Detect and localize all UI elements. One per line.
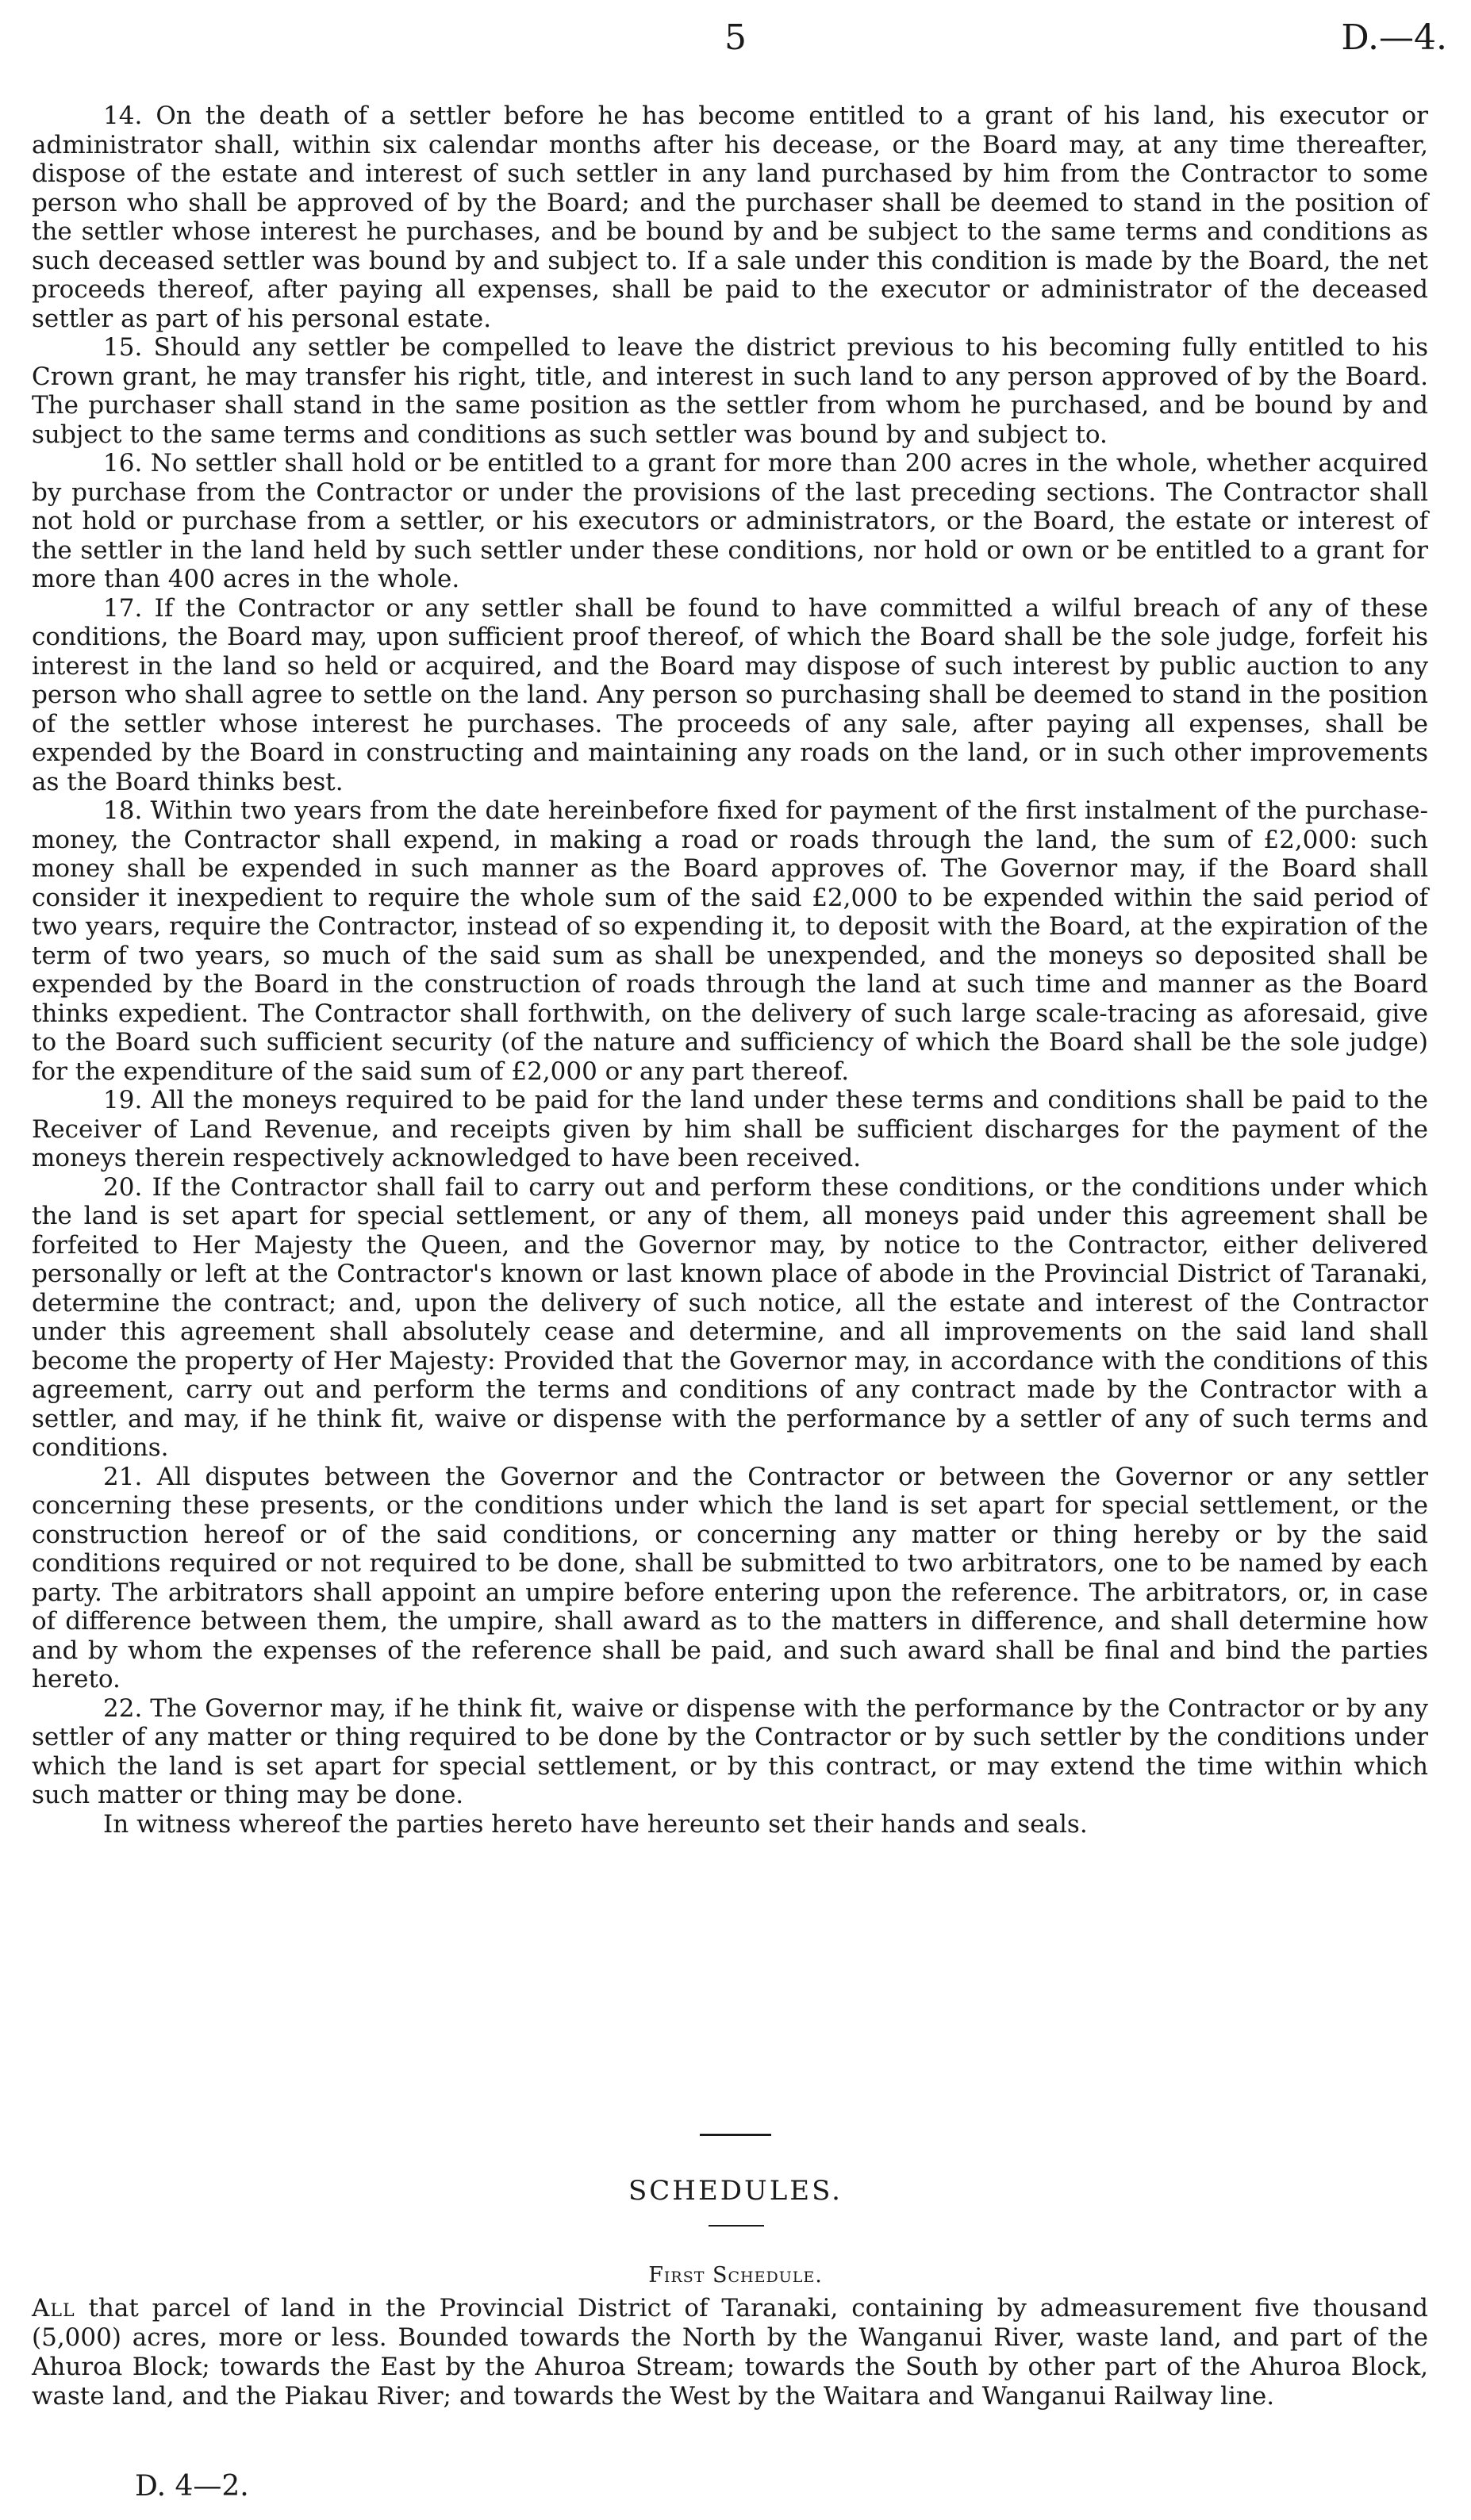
schedules-heading: SCHEDULES. — [628, 2175, 843, 2207]
body-text — [32, 102, 1428, 1839]
schedule-body: that parcel of land in the Provincial District of Taranaki, containing by admeasurement five thousand (5,000) acres, more or less. Bounded towards the North by the Wanganui River, waste land, and part of the Ahuroa Block; towards the East by the Ahuroa Stream; towards the South by other part of the Ahuroa Block, waste land, and the Piakau River; and towards the West by the Waitara and Wanganui Railway line. — [32, 2294, 1428, 2411]
page-number: 5 — [724, 17, 747, 58]
first-schedule-heading: First Schedule. — [648, 2263, 823, 2288]
first-schedule-paragraph — [32, 2294, 1428, 2411]
document-reference: D.—4. — [1341, 17, 1447, 58]
section-divider — [700, 2134, 771, 2136]
paragraph-22: 22. The Governor may, if he think fit, waive or dispense with the performance by the Contractor or by any settler of any matter or thing required to be done by the Contractor or by such settler by the conditions under which the land is set apart for special settlement, or by this contract, or may extend the time within which such matter or thing may be done. — [32, 1693, 1428, 1809]
paragraph-19: 19. All the moneys required to be paid for the land under these terms and conditions shall be paid to the Receiver of Land Revenue, and receipts given by him shall be sufficient discharges for the payment of the moneys therein respectively acknowledged to have been received. — [32, 1086, 1428, 1172]
heading-underline — [709, 2225, 764, 2227]
paragraph-14: 14. On the death of a settler before he has become entitled to a grant of his land, his executor or administrator shall, within six calendar months after his decease, or the Board may, at any time thereafter, dispose of the estate and interest of such settler in any land purchased by him from the Contractor to some person who shall be approved of by the Board; and the purchaser shall be deemed to stand in the position of the settler whose interest he purchases, and be bound by and be subject to the same terms and conditions as such deceased settler was bound by and subject to. If a sale under this condition is made by the Board, the net proceeds thereof, after paying all expenses, shall be paid to the executor or administrator of the deceased settler as part of his personal estate. — [32, 102, 1428, 333]
paragraph-18: 18. Within two years from the date hereinbefore fixed for payment of the first instalment of the purchase-money, the Contractor shall expend, in making a road or roads through the land, the sum of £2,000: such money shall be expended in such manner as the Board approves of. The Governor may, if the Board shall consider it inexpedient to require the whole sum of the said £2,000 to be expended within the said period of two years, require the Contractor, instead of so expending it, to deposit with the Board, at the expiration of the term of two years, so much of the said sum as shall be unexpended, and the moneys so deposited shall be expended by the Board in the construction of roads through the land at such time and manner as the Board thinks expedient. The Contractor shall forthwith, on the delivery of such large scale-tracing as aforesaid, give to the Board such sufficient security (of the nature and sufficiency of which the Board shall be the sole judge) for the expenditure of the said sum of £2,000 or any part thereof. — [32, 796, 1428, 1086]
first-schedule-text — [32, 2294, 1428, 2411]
paragraph-17: 17. If the Contractor or any settler shall be found to have committed a wilful breach of any of these conditions, the Board may, upon sufficient proof thereof, of which the Board shall be the sole judge, forfeit his interest in the land so held or acquired, and the Board may dispose of such interest by public auction to any person who shall agree to settle on the land. Any person so purchasing shall be deemed to stand in the position of the settler whose interest he purchases. The proceeds of any sale, after paying all expenses, shall be expended by the Board in constructing and maintaining any roads on the land, or in such other improvements as the Board thinks best. — [32, 593, 1428, 796]
paragraph-16: 16. No settler shall hold or be entitled to a grant for more than 200 acres in the whole, whether acquired by purchase from the Contractor or under the provisions of the last preceding sections. The Contractor shall not hold or purchase from a settler, or his executors or administrators, or the Board, the estate or interest of the settler in the land held by such settler under these conditions, nor hold or own or be entitled to a grant for more than 400 acres in the whole. — [32, 449, 1428, 593]
paragraph-21: 21. All disputes between the Governor and the Contractor or between the Governor or any settler concerning these presents, or the conditions under which the land is set apart for special settlement, or the construction hereof or of the said conditions, or concerning any matter or thing hereby or by the said conditions required or not required to be done, shall be submitted to two arbitrators, one to be named by each party. The arbitrators shall appoint an umpire before entering upon the reference. The arbitrators, or, in case of difference between them, the umpire, shall award as to the matters in difference, and shall determine how and by whom the expenses of the reference shall be paid, and such award shall be final and bind the parties hereto. — [32, 1462, 1428, 1693]
paragraph-20: 20. If the Contractor shall fail to carry out and perform these conditions, or the conditions under which the land is set apart for special settlement, or any of them, all moneys paid under this agreement shall be forfeited to Her Majesty the Queen, and the Governor may, by notice to the Contractor, either delivered personally or left at the Contractor's known or last known place of abode in the Provincial District of Taranaki, determine the contract; and, upon the delivery of such notice, all the estate and interest of the Contractor under this agreement shall absolutely cease and determine, and all improvements on the said land shall become the property of Her Majesty: Provided that the Governor may, in accordance with the conditions of this agreement, carry out and perform the terms and conditions of any contract made by the Contractor with a settler, and may, if he think fit, waive or dispense with the performance by a settler of any of such terms and conditions. — [32, 1172, 1428, 1462]
paragraph-15: 15. Should any settler be compelled to leave the district previous to his becoming fully entitled to his Crown grant, he may transfer his right, title, and interest in such land to any person approved of by the Board. The purchaser shall stand in the same position as the settler from whom he purchased, and be bound by and subject to the same terms and conditions as such settler was bound by and subject to. — [32, 333, 1428, 449]
footer-reference: D. 4—2. — [135, 2470, 249, 2503]
witness-clause: In witness whereof the parties hereto have hereunto set their hands and seals. — [103, 1809, 1088, 1839]
schedule-lead-word: All — [32, 2294, 75, 2322]
